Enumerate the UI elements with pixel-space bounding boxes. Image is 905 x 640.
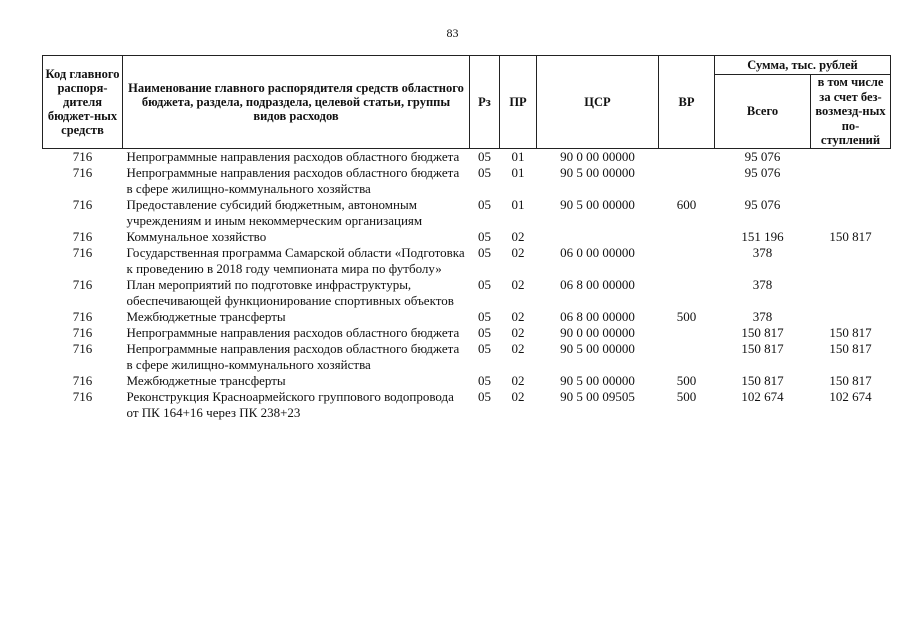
cell-total: 378 <box>752 244 773 260</box>
table-body <box>43 148 891 421</box>
cell-code: 716 <box>72 228 93 244</box>
cell-vr <box>659 165 715 197</box>
cell-vr: 500 <box>676 308 697 324</box>
cell-name: Государственная программа Самарской области «Подготовка к проведению в 2018 году чемпионата мира по футболу» <box>126 244 465 276</box>
cell-rz: 05 <box>478 196 491 212</box>
header-csr: ЦСР <box>537 56 659 149</box>
cell-code: 716 <box>72 276 93 292</box>
cell-csr: 90 5 00 00000 <box>560 164 635 180</box>
cell-code: 716 <box>72 148 93 164</box>
cell-pr: 02 <box>511 388 525 404</box>
cell-free: 150 817 <box>829 340 872 356</box>
cell-name: Непрограммные направления расходов областного бюджета <box>126 324 460 340</box>
cell-code: 716 <box>72 196 93 212</box>
cell-free: 150 817 <box>829 228 872 244</box>
cell-vr: 500 <box>676 372 697 388</box>
page-number: 83 <box>446 26 459 40</box>
table-row <box>43 341 891 373</box>
cell-total: 150 817 <box>741 324 784 340</box>
cell-csr: 90 5 00 00000 <box>560 196 635 212</box>
cell-code: 716 <box>72 340 93 356</box>
cell-rz: 05 <box>478 148 491 164</box>
cell-rz: 05 <box>478 324 491 340</box>
cell-csr: 90 0 00 00000 <box>560 148 635 164</box>
cell-free: 150 817 <box>829 372 872 388</box>
cell-name: Непрограммные направления расходов областного бюджета в сфере жилищно-коммунального хозяйства <box>126 164 460 196</box>
cell-rz: 05 <box>478 164 491 180</box>
header-rz: Рз <box>470 56 500 149</box>
cell-free: 102 674 <box>829 388 872 404</box>
cell-pr: 02 <box>511 244 525 260</box>
cell-vr: 600 <box>676 196 697 212</box>
cell-free <box>811 277 891 309</box>
cell-rz: 05 <box>478 388 491 404</box>
cell-total: 378 <box>752 276 773 292</box>
cell-pr: 02 <box>511 228 525 244</box>
cell-pr: 02 <box>511 308 525 324</box>
cell-name: Межбюджетные трансферты <box>126 308 286 324</box>
table-header <box>43 56 891 149</box>
table-row <box>43 197 891 229</box>
cell-free <box>811 245 891 277</box>
cell-free: 150 817 <box>829 324 872 340</box>
header-vr: ВР <box>659 56 715 149</box>
cell-csr: 90 0 00 00000 <box>560 324 635 340</box>
header-total: Всего <box>715 75 811 149</box>
cell-name: Коммунальное хозяйство <box>126 228 267 244</box>
table-row <box>43 309 891 325</box>
cell-csr <box>537 229 659 245</box>
header-name: Наименование главного распорядителя средств областного бюджета, раздела, подраздела, целевой статьи, группы видов расходов <box>123 56 470 149</box>
cell-free <box>811 148 891 165</box>
cell-rz: 05 <box>478 372 491 388</box>
cell-name: План мероприятий по подготовке инфраструктуры, обеспечивающей функционирование спортивных объектов <box>126 276 454 308</box>
cell-code: 716 <box>72 164 93 180</box>
header-free: в том числе за счет без-возмезд-ных по-ступлений <box>811 75 891 149</box>
cell-name: Предоставление субсидий бюджетным, автономным учреждениям и иным некоммерческим организациям <box>126 196 423 228</box>
cell-free <box>811 309 891 325</box>
table-row <box>43 165 891 197</box>
cell-csr: 06 8 00 00000 <box>560 308 635 324</box>
cell-name: Непрограммные направления расходов областного бюджета в сфере жилищно-коммунального хозяйства <box>126 340 460 372</box>
table-row <box>43 229 891 245</box>
table-row <box>43 373 891 389</box>
cell-total: 378 <box>752 308 773 324</box>
cell-pr: 01 <box>511 196 525 212</box>
cell-csr: 06 0 00 00000 <box>560 244 635 260</box>
table-row <box>43 389 891 421</box>
cell-free <box>811 165 891 197</box>
cell-csr: 90 5 00 09505 <box>560 388 635 404</box>
cell-name: Реконструкция Красноармейского группового водопровода от ПК 164+16 через ПК 238+23 <box>126 388 454 420</box>
cell-vr <box>659 341 715 373</box>
cell-rz: 05 <box>478 276 491 292</box>
cell-total: 150 817 <box>741 372 784 388</box>
table-row <box>43 277 891 309</box>
table-row <box>43 245 891 277</box>
cell-csr: 90 5 00 00000 <box>560 372 635 388</box>
table-row <box>43 325 891 341</box>
header-pr: ПР <box>500 56 537 149</box>
cell-total: 151 196 <box>741 228 784 244</box>
cell-rz: 05 <box>478 228 491 244</box>
cell-free <box>811 197 891 229</box>
cell-name: Непрограммные направления расходов областного бюджета <box>126 148 460 164</box>
cell-total: 95 076 <box>744 148 781 164</box>
header-sum: Сумма, тыс. рублей <box>715 56 891 75</box>
cell-code: 716 <box>72 324 93 340</box>
cell-code: 716 <box>72 308 93 324</box>
cell-vr <box>659 245 715 277</box>
cell-pr: 02 <box>511 340 525 356</box>
cell-code: 716 <box>72 372 93 388</box>
cell-pr: 02 <box>511 276 525 292</box>
cell-vr: 500 <box>676 388 697 404</box>
cell-total: 95 076 <box>744 164 781 180</box>
cell-rz: 05 <box>478 244 491 260</box>
header-code: Код главного распоря-дителя бюджет-ных средств <box>43 56 123 149</box>
budget-table <box>42 55 891 421</box>
cell-pr: 01 <box>511 148 525 164</box>
cell-pr: 02 <box>511 372 525 388</box>
cell-total: 102 674 <box>741 388 784 404</box>
cell-pr: 01 <box>511 164 525 180</box>
cell-csr: 90 5 00 00000 <box>560 340 635 356</box>
cell-vr <box>659 148 715 165</box>
cell-name: Межбюджетные трансферты <box>126 372 286 388</box>
cell-code: 716 <box>72 388 93 404</box>
cell-code: 716 <box>72 244 93 260</box>
cell-rz: 05 <box>478 340 491 356</box>
cell-rz: 05 <box>478 308 491 324</box>
cell-csr: 06 8 00 00000 <box>560 276 635 292</box>
cell-vr <box>659 277 715 309</box>
cell-total: 150 817 <box>741 340 784 356</box>
cell-total: 95 076 <box>744 196 781 212</box>
cell-pr: 02 <box>511 324 525 340</box>
cell-vr <box>659 325 715 341</box>
table-row <box>43 148 891 165</box>
cell-vr <box>659 229 715 245</box>
